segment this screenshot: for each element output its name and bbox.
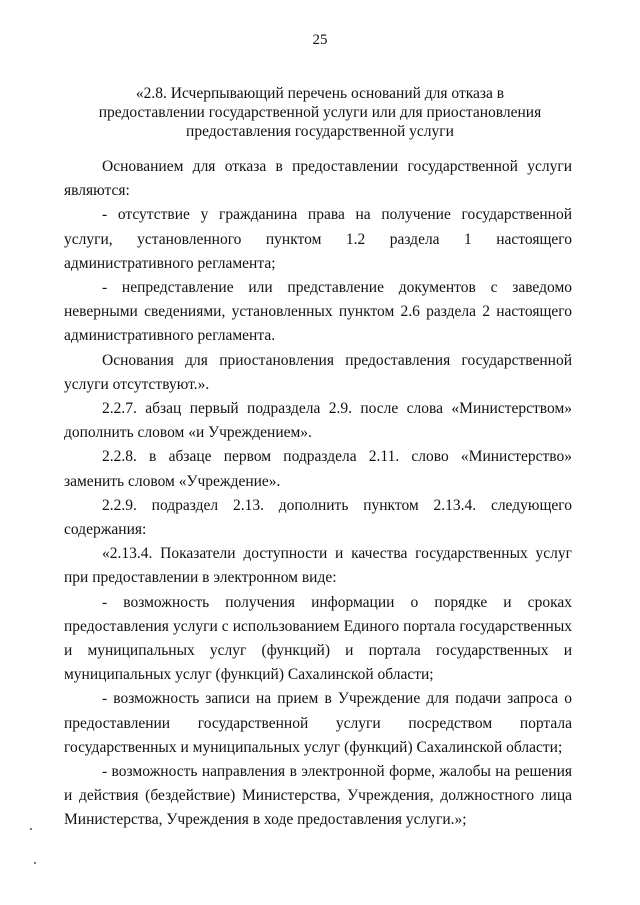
- paragraph-2-2-9: 2.2.9. подраздел 2.13. дополнить пунктом 2.13.4. следующего содержания:: [64, 496, 572, 539]
- paragraph-false-documents: - непредставление или представление документов с заведомо неверными сведениями, установленных пунктом 2.6 раздела 2 настоящего административного регламента.: [64, 279, 572, 345]
- paragraph-2-13-4: «2.13.4. Показатели доступности и качества государственных услуг при предоставлении в электронном виде:: [64, 545, 572, 587]
- scan-speck: [34, 862, 36, 864]
- paragraph-2-2-7: 2.2.7. абзац первый подраздела 2.9. после слова «Министерством» дополнить словом «и Учреждением».: [64, 400, 572, 442]
- paragraph-appointment: - возможность записи на прием в Учреждение для подачи запроса о предоставлении государственной услуги посредством портала государственных и муниципальных услуг (функций) Сахалинской области;: [64, 690, 572, 756]
- scan-speck: [30, 828, 32, 830]
- paragraph-no-right: - отсутствие у гражданина права на получение государственной услуги, установленного пунктом 1.2 раздела 1 настоящего административного регламента;: [64, 206, 572, 272]
- paragraph-info-access: - возможность получения информации о порядке и сроках предоставления услуги с использованием Единого портала государственных и муниципальных услуг (функций) и портала государственных и муниципальных услуг (функций) Сахалинской области;: [64, 593, 572, 684]
- page-number: 25: [312, 32, 328, 48]
- paragraph-suspension-grounds: Основания для приостановления предоставления государственной услуги отсутствуют.».: [64, 351, 572, 393]
- section-heading: «2.8. Исчерпывающий перечень оснований для отказа в предоставлении государственной услуги или для приостановления предоставления государственной услуги: [98, 85, 542, 140]
- document-body: [64, 155, 572, 833]
- paragraph-2-2-8: 2.2.8. в абзаце первом подраздела 2.11. слово «Министерство» заменить словом «Учреждение».: [64, 448, 572, 490]
- paragraph-refusal-grounds: Основанием для отказа в предоставлении государственной услуги являются:: [64, 158, 572, 200]
- paragraph-complaint: - возможность направления в электронной форме, жалобы на решения и действия (бездействие) Министерства, Учреждения, должностного лица Министерства, Учреждения в ходе предоставления услуги.»;: [64, 763, 572, 829]
